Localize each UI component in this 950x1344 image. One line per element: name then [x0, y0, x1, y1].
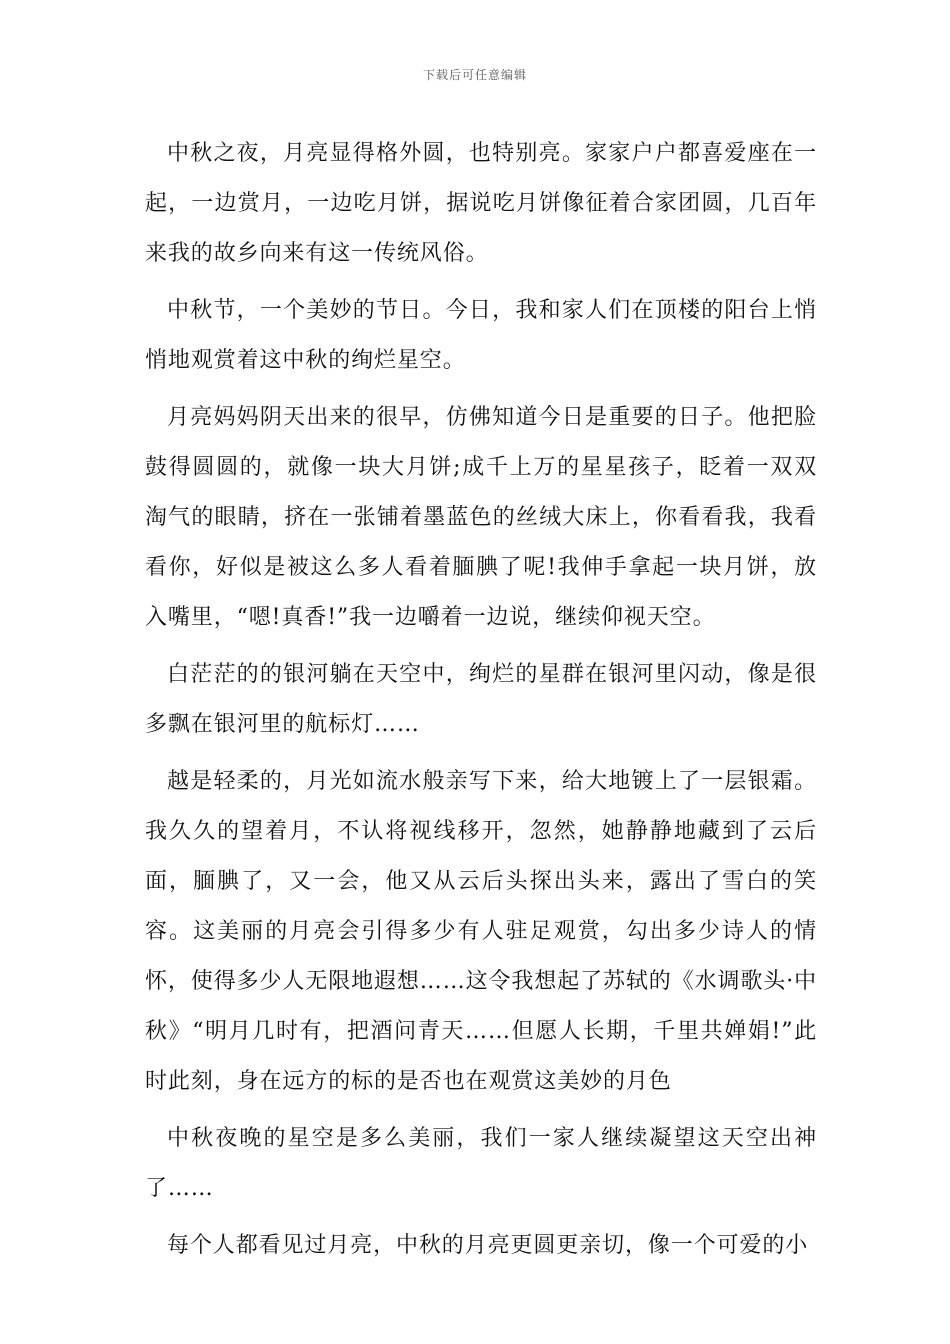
paragraph: 中秋夜晚的星空是多么美丽，我们一家人继续凝望这天空出神了…… — [145, 1126, 817, 1201]
paragraph: 月亮妈妈阴天出来的很早，仿佛知道今日是重要的日子。他把脸鼓得圆圆的，就像一块大月饼;成千上万的星星孩子，眨着一双双淘气的眼睛，挤在一张铺着墨蓝色的丝绒大床上，你看看我，我看看你，好似是被这么多人看着腼腆了呢!我伸手拿起一块月饼，放入嘴里，“嗯!真香!”我一边嚼着一边说，继续仰视天空。 — [145, 405, 817, 630]
paragraph: 每个人都看见过月亮，中秋的月亮更圆更亲切，像一个可爱的小 — [167, 1233, 809, 1258]
paragraph: 中秋节，一个美妙的节日。今日，我和家人们在顶楼的阳台上悄悄地观赏着这中秋的绚烂星空。 — [145, 298, 817, 373]
page-header-note: 下载后可任意编辑 — [422, 68, 527, 82]
paragraph: 中秋之夜，月亮显得格外圆，也特别亮。家家户户都喜爱座在一起，一边赏月，一边吃月饼，据说吃月饼像征着合家团圆，几百年来我的故乡向来有这一传统风俗。 — [145, 141, 817, 266]
document-body — [145, 129, 817, 1278]
paragraph: 白茫茫的的银河躺在天空中，绚烂的星群在银河里闪动，像是很多飘在银河里的航标灯…… — [145, 662, 817, 737]
paragraph: 越是轻柔的，月光如流水般亲写下来，给大地镀上了一层银霜。我久久的望着月，不认将视线移开，忽然，她静静地藏到了云后面，腼腆了，又一会，他又从云后头探出头来，露出了雪白的笑容。这美丽的月亮会引得多少有人驻足观赏，勾出多少诗人的情怀，使得多少人无限地遐想……这令我想起了苏轼的《水调歌头·中秋》“明月几时有，把酒问青天……但愿人长期，千里共婵娟!”此时此刻，身在远方的标的是否也在观赏这美妙的月色 — [145, 769, 817, 1094]
